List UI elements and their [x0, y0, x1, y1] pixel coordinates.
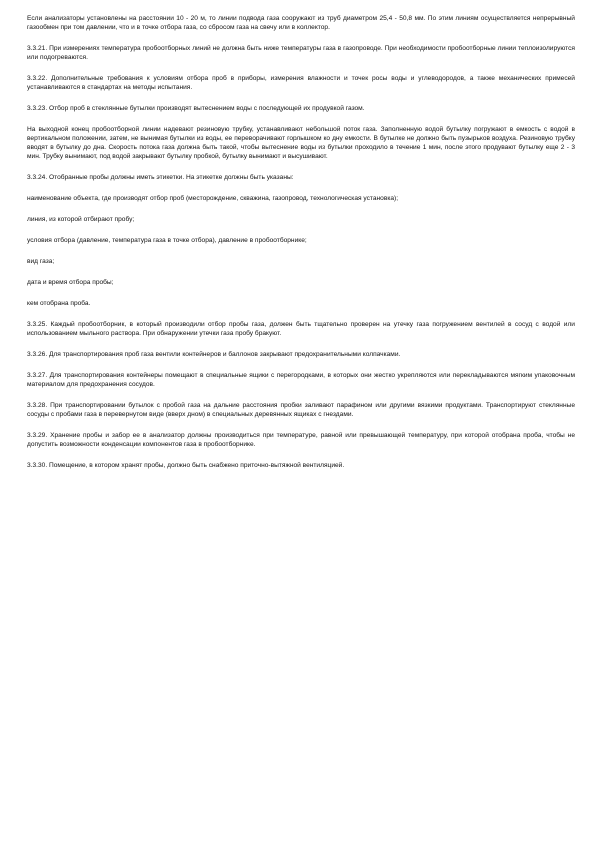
paragraph-3-3-24: 3.3.24. Отобранные пробы должны иметь этикетки. На этикетке должны быть указаны:: [27, 174, 294, 181]
paragraph-3-3-25: 3.3.25. Каждый пробоотборник, в который производили отбор пробы газа, должен быть тщательно проверен на утечку газа погружением вентилей в сосуд с водой или использованием мыльного раствора. При обнаружении утечки газа пробу бракуют.: [27, 321, 575, 337]
paragraph-3-3-28: 3.3.28. При транспортировании бутылок с пробой газа на дальние расстояния пробки заливают парафином или другими вязкими продуктами. Транспортируют стеклянные сосуды с пробами газа в перевернутом виде (вверх дном) в специальных деревянных ящиках с гнездами.: [27, 402, 575, 418]
paragraph-3-3-29: 3.3.29. Хранение пробы и забор ее в анализатор должны производиться при температуре, равной или превышающей температуру, при которой отобрана проба, чтобы не допустить возможности конденсации компонентов газа в пробоотборнике.: [27, 432, 575, 448]
paragraph-3-3-30: 3.3.30. Помещение, в котором хранят пробы, должно быть снабжено приточно-вытяжной вентиляцией.: [27, 462, 345, 469]
paragraph-3-3-21: 3.3.21. При измерениях температура пробоотборных линий не должна быть ниже температуры газа в газопроводе. При необходимости пробоотборные линии теплоизолируются или подогреваются.: [27, 45, 575, 61]
paragraph-3-3-27: 3.3.27. Для транспортирования контейнеры помещают в специальные ящики с перегородками, в которых они жестко укрепляются или перекладываются мягким упаковочным материалом для предохранения сосудов.: [27, 372, 575, 388]
paragraph-bottle-procedure: На выходной конец пробоотборной линии надевают резиновую трубку, устанавливают небольшой поток газа. Заполненную водой бутылку погружают в емкость с водой в вертикальном положении, затем, не вынимая бутылки из воды, ее переворачивают горлышком ко дну емкости. В бутылке не должно быть пузырьков воздуха. Резиновую трубку вводят в бутылку до дна. Скорость потока газа должна быть такой, чтобы вытеснение воды из бутылки проходило в течение 1 мин, после этого продувают бутылку еще 2 - 3 мин. Трубку вынимают, под водой закрывают бутылку пробкой, бутылку вынимают и высушивают.: [27, 126, 575, 160]
document-page: [27, 14, 575, 482]
label-item-date-time: дата и время отбора пробы;: [27, 279, 114, 286]
label-item-object-name: наименование объекта, где производят отбор проб (месторождение, скважина, газопровод, технологическая установка);: [27, 195, 399, 202]
label-item-sampled-by: кем отобрана проба.: [27, 300, 91, 307]
label-item-line: линия, из которой отбирают пробу;: [27, 216, 135, 223]
label-item-conditions: условия отбора (давление, температура газа в точке отбора), давление в пробоотборнике;: [27, 237, 307, 244]
label-item-gas-type: вид газа;: [27, 258, 55, 265]
paragraph-3-3-22: 3.3.22. Дополнительные требования к условиям отбора проб в приборы, измерения влажности и точек росы воды и углеводородов, а также механических примесей устанавливаются в стандартах на методы испытания.: [27, 75, 575, 91]
paragraph-3-3-23: 3.3.23. Отбор проб в стеклянные бутылки производят вытеснением воды с последующей их продувкой газом.: [27, 105, 365, 112]
paragraph-gas-supply-lines: Если анализаторы установлены на расстоянии 10 - 20 м, то линии подвода газа сооружают из труб диаметром 25,4 - 50,8 мм. По этим линиям осуществляется непрерывный газообмен при том давлении, что и в точке отбора газа, со сбросом газа на свечу или в коллектор.: [27, 15, 575, 31]
paragraph-3-3-26: 3.3.26. Для транспортирования проб газа вентили контейнеров и баллонов закрывают предохранительными колпачками.: [27, 351, 401, 358]
